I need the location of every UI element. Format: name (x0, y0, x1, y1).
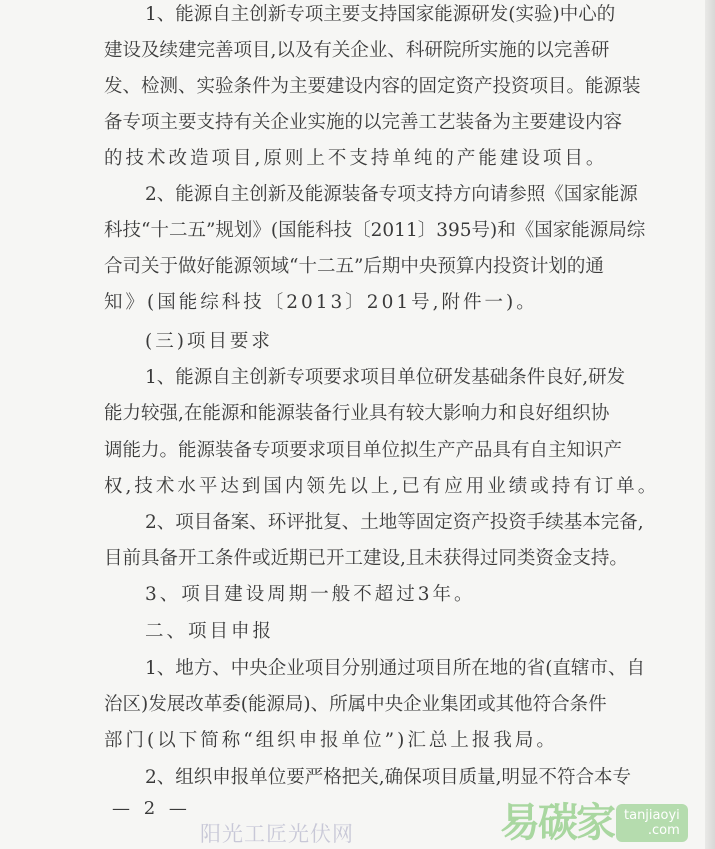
text-line: 科技“十二五”规划》(国能科技〔2011〕395号)和《国家能源局综 (104, 220, 646, 241)
text-line: 1、能源自主创新专项要求项目单位研发基础条件良好,研发 (145, 367, 626, 388)
site-logo (500, 799, 688, 847)
text-line: 2、组织申报单位要严格把关,确保项目质量,明显不符合本专 (145, 767, 632, 788)
text-line: 二、项目申报 (145, 621, 275, 642)
text-line: 调能力。能源装备专项要求项目单位拟生产产品具有自主知识产 (104, 440, 623, 461)
text-line: 建设及续建完善项目,以及有关企业、科研院所实施的以完善研 (104, 40, 610, 61)
text-line: 2、能源自主创新及能源装备专项支持方向请参照《国家能源 (145, 184, 638, 205)
watermark: 阳光工匠光伏网 (200, 822, 354, 846)
text-line: 的技术改造项目,原则上不支持单纯的产能建设项目。 (104, 148, 608, 169)
text-line: 合司关于做好能源领域“十二五”后期中央预算内投资计划的通 (104, 256, 604, 277)
text-line: 发、检测、实验条件为主要建设内容的固定资产投资项目。能源装 (104, 76, 641, 97)
text-line: 2、项目备案、环评批复、土地等固定资产投资手续基本完备, (145, 512, 644, 533)
logo-domain (616, 804, 688, 842)
text-line: 知》(国能综科技〔2013〕201号,附件一)。 (104, 292, 538, 313)
text-line: 部门(以下简称“组织申报单位”)汇总上报我局。 (104, 730, 558, 751)
page-number: — 2 — (112, 798, 191, 819)
text-line: 1、能源自主创新专项主要支持国家能源研发(实验)中心的 (145, 4, 616, 25)
text-line: 备专项主要支持有关企业实施的以完善工艺装备为主要建设内容 (104, 112, 623, 133)
logo-domain-tld: .com (647, 823, 680, 838)
text-line: 权,技术水平达到国内领先以上,已有应用业绩或持有订单。 (104, 476, 660, 497)
text-line: 1、地方、中央企业项目分别通过项目所在地的省(直辖市、自 (145, 658, 645, 679)
text-line: 能力较强,在能源和能源装备行业具有较大影响力和良好组织协 (104, 403, 610, 424)
logo-text: 易碳家 (500, 800, 614, 846)
text-line: 3、项目建设周期一般不超过3年。 (145, 584, 476, 605)
text-line: (三)项目要求 (145, 331, 273, 352)
text-line: 治区)发展改革委(能源局)、所属中央企业集团或其他符合条件 (104, 694, 607, 715)
logo-domain-name: tanjiaoyi (624, 808, 680, 823)
text-line: 目前具备开工条件或近期已开工建设,且未获得过同类资金支持。 (104, 548, 628, 569)
scan-edge (705, 0, 715, 849)
